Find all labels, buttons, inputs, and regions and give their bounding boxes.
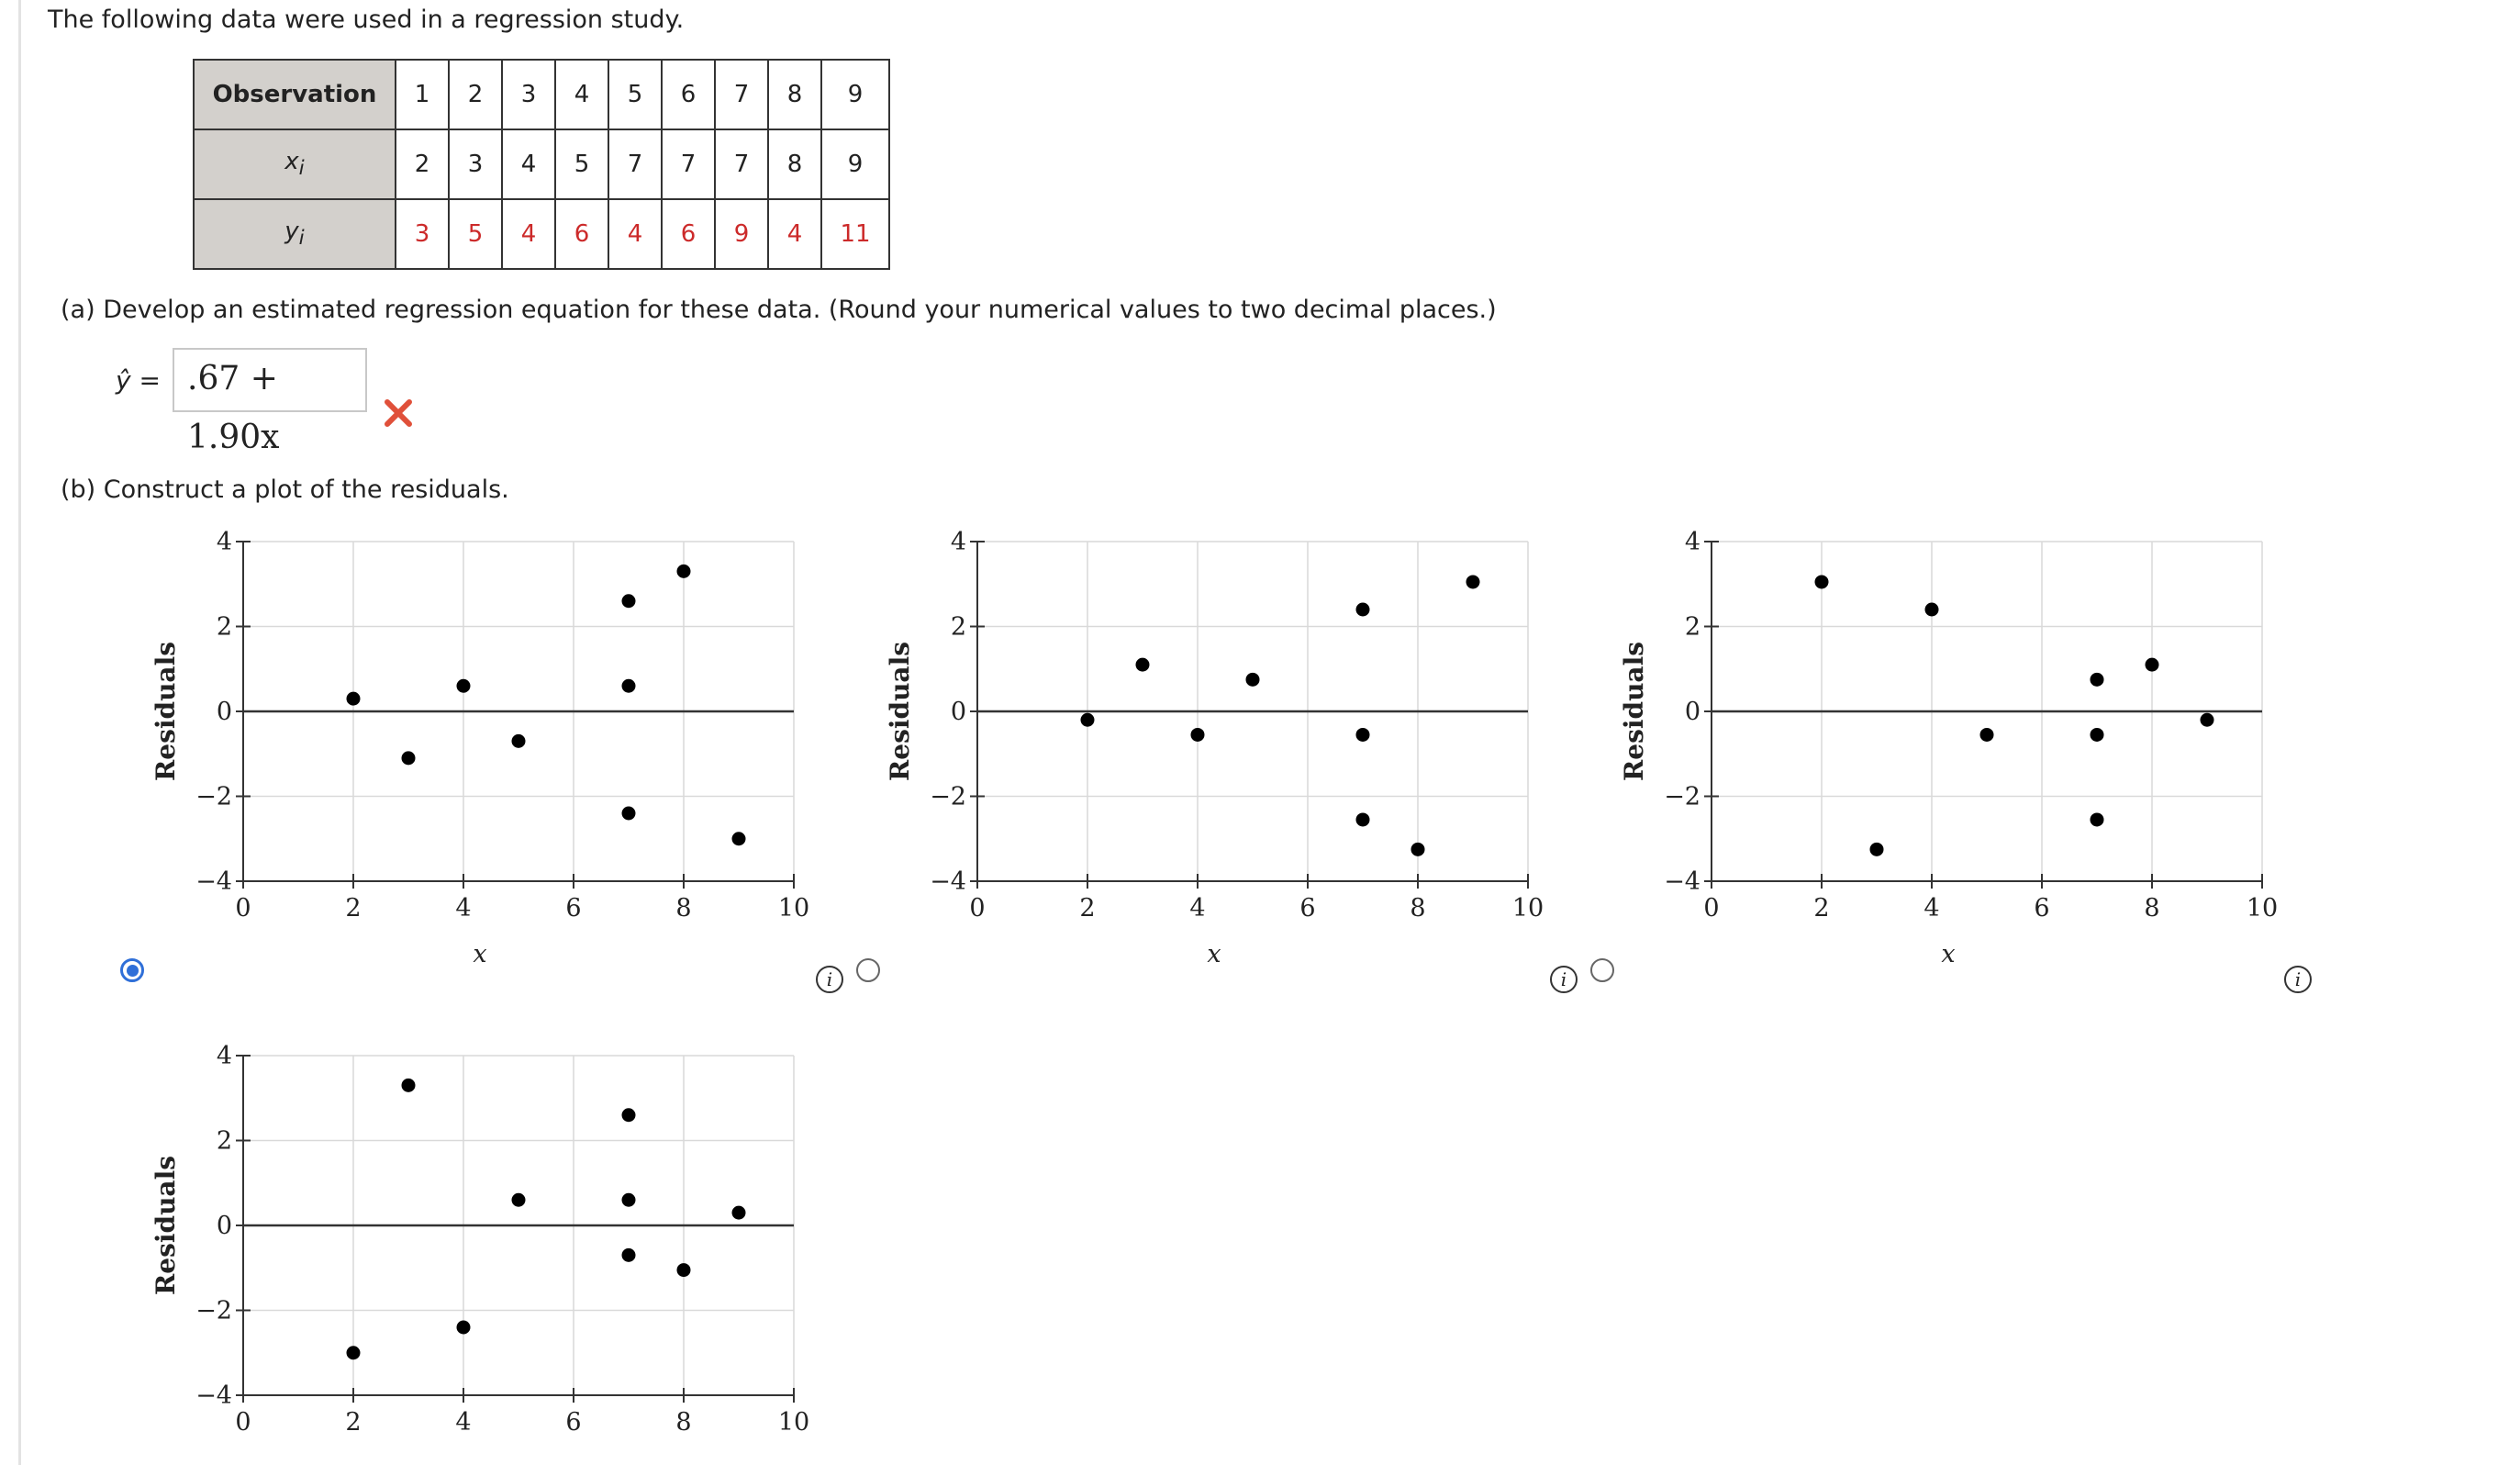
table-cell: 7 (715, 60, 768, 129)
data-point (402, 1079, 416, 1092)
data-point (512, 734, 526, 748)
data-point (622, 1193, 636, 1207)
residual-plot-option-2 (872, 523, 1569, 982)
y-header-subscript: i (298, 227, 305, 251)
y-tick-label: 2 (216, 612, 232, 642)
x-tick-label: 4 (1923, 894, 1940, 923)
y-tick-label: −2 (195, 782, 232, 811)
x-header-label: x (284, 148, 299, 176)
y-header-label: y (284, 218, 299, 246)
incorrect-x-icon (384, 398, 413, 428)
y-axis-label: Residuals (885, 642, 915, 781)
table-cell: 2 (449, 60, 502, 129)
data-point (1356, 812, 1370, 826)
option-3-radio[interactable] (1590, 958, 1614, 982)
part-a-prompt: (a) Develop an estimated regression equation for these data. (Round your numerical values to two decimal places.) (61, 296, 1497, 324)
y-tick-label: 4 (950, 528, 966, 556)
table-cell: 8 (768, 60, 821, 129)
data-point (2091, 812, 2104, 826)
table-cell: 4 (768, 199, 821, 269)
residual-plot-option-3 (1606, 523, 2303, 982)
table-cell: 5 (449, 199, 502, 269)
data-point (622, 1108, 636, 1122)
x-tick-label: 2 (1813, 894, 1830, 923)
x-tick-label: 4 (455, 1408, 472, 1437)
yhat-label: ŷ = (116, 365, 161, 396)
option-1-radio[interactable] (120, 958, 144, 982)
x-tick-label: 10 (2246, 894, 2279, 923)
table-cell: 3 (449, 129, 502, 199)
table-cell: 6 (662, 60, 715, 129)
x-tick-label: 6 (565, 894, 582, 923)
data-point (1356, 728, 1370, 742)
x-tick-label: 2 (1079, 894, 1096, 923)
y-tick-label: 2 (1684, 612, 1700, 642)
data-point (732, 1206, 746, 1220)
table-cell: 8 (768, 129, 821, 199)
data-point (1136, 658, 1150, 672)
data-point (2091, 728, 2104, 742)
x-axis-label: x (473, 940, 487, 968)
table-row-x (194, 129, 889, 199)
y-tick-label: 0 (950, 698, 966, 726)
x-tick-label: 4 (1189, 894, 1206, 923)
data-point (347, 692, 361, 706)
data-point (1411, 843, 1425, 856)
y-axis-label: Residuals (151, 1156, 181, 1295)
data-point (1191, 728, 1205, 742)
data-point (2146, 658, 2159, 672)
table-cell: 4 (608, 199, 662, 269)
x-tick-label: 2 (345, 1408, 362, 1437)
table-cell: 2 (396, 129, 449, 199)
table-cell: 7 (662, 129, 715, 199)
info-icon[interactable]: i (1550, 966, 1578, 993)
table-cell: 5 (555, 129, 608, 199)
y-tick-label: 2 (950, 612, 966, 642)
info-icon[interactable]: i (816, 966, 843, 993)
x-header-subscript: i (298, 157, 305, 181)
x-tick-label: 10 (777, 894, 810, 923)
x-tick-label: 4 (455, 894, 472, 923)
table-cell: 6 (555, 199, 608, 269)
x-tick-label: 0 (235, 1408, 251, 1437)
data-point (732, 832, 746, 845)
table-cell: 9 (821, 60, 889, 129)
data-point (1925, 603, 1939, 617)
x-tick-label: 8 (2144, 894, 2160, 923)
y-tick-label: −4 (930, 867, 966, 896)
x-tick-label: 6 (1299, 894, 1316, 923)
y-tick-label: −2 (1664, 782, 1700, 811)
data-point (2091, 673, 2104, 687)
y-tick-label: 0 (216, 1212, 232, 1240)
info-icon[interactable]: i (2284, 966, 2312, 993)
y-tick-label: 4 (216, 1042, 232, 1070)
x-tick-label: 10 (1511, 894, 1544, 923)
data-point (1081, 713, 1095, 727)
y-tick-label: 2 (216, 1126, 232, 1156)
data-point (1246, 673, 1260, 687)
data-point (1356, 603, 1370, 617)
residual-plot-option-1 (138, 523, 835, 982)
x-tick-label: 8 (675, 1408, 692, 1437)
table-cell: 9 (821, 129, 889, 199)
x-tick-label: 2 (345, 894, 362, 923)
x-tick-label: 6 (565, 1408, 582, 1437)
y-tick-label: −4 (195, 867, 232, 896)
table-cell: 11 (821, 199, 889, 269)
y-tick-label: 4 (216, 528, 232, 556)
x-tick-label: 6 (2034, 894, 2050, 923)
x-tick-label: 10 (777, 1408, 810, 1437)
table-cell: 4 (502, 199, 555, 269)
x-tick-label: 8 (1410, 894, 1426, 923)
y-tick-label: 4 (1684, 528, 1700, 556)
table-cell: 7 (608, 129, 662, 199)
y-tick-label: −2 (195, 1296, 232, 1325)
table-cell: 1 (396, 60, 449, 129)
y-tick-label: 0 (216, 698, 232, 726)
table-cell: 4 (502, 129, 555, 199)
data-point (622, 679, 636, 693)
intro-text: The following data were used in a regression study. (48, 6, 685, 34)
y-tick-label: 0 (1684, 698, 1700, 726)
data-point (677, 565, 691, 578)
page-left-border (18, 0, 21, 1465)
table-cell: 3 (502, 60, 555, 129)
table-row-y (194, 199, 889, 269)
regression-answer-input[interactable]: .67 + 1.90x (173, 348, 367, 412)
residual-plot-option-4 (138, 1037, 835, 1465)
data-point (1466, 575, 1480, 588)
data-point (622, 807, 636, 821)
table-cell: 4 (555, 60, 608, 129)
y-axis-label: Residuals (1619, 642, 1649, 781)
option-2-radio[interactable] (856, 958, 880, 982)
data-point (622, 594, 636, 608)
x-axis-label: x (1941, 940, 1956, 968)
table-cell: 3 (396, 199, 449, 269)
x-tick-label: 8 (675, 894, 692, 923)
table-row-observation (194, 60, 889, 129)
x-axis-label: x (1207, 940, 1221, 968)
data-point (622, 1248, 636, 1262)
table-cell: 7 (715, 129, 768, 199)
x-tick-label: 0 (969, 894, 986, 923)
y-tick-label: −2 (930, 782, 966, 811)
data-point (1815, 575, 1829, 588)
observation-header: Observation (194, 60, 396, 129)
data-point (1980, 728, 1994, 742)
y-tick-label: −4 (195, 1381, 232, 1410)
data-point (512, 1193, 526, 1207)
data-point (457, 679, 471, 693)
table-cell: 5 (608, 60, 662, 129)
x-tick-label: 0 (235, 894, 251, 923)
y-tick-label: −4 (1664, 867, 1700, 896)
x-header (194, 129, 396, 199)
y-axis-label: Residuals (151, 642, 181, 781)
data-point (402, 751, 416, 765)
part-b-prompt: (b) Construct a plot of the residuals. (61, 475, 509, 504)
table-cell: 6 (662, 199, 715, 269)
data-point (347, 1346, 361, 1359)
data-point (2201, 713, 2214, 727)
data-point (677, 1263, 691, 1277)
data-point (457, 1321, 471, 1335)
data-point (1870, 843, 1884, 856)
x-tick-label: 0 (1703, 894, 1720, 923)
data-table (193, 59, 890, 270)
y-header (194, 199, 396, 269)
table-cell: 9 (715, 199, 768, 269)
